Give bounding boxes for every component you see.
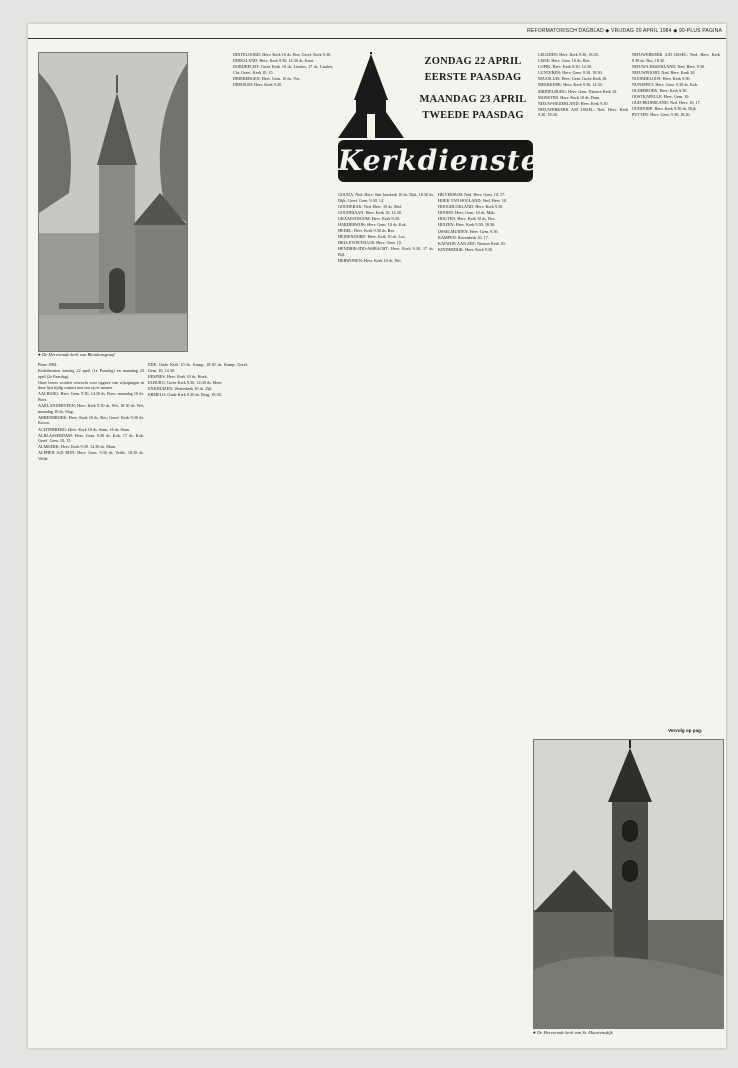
listing: PUTTEN: Herv. Gem. 9.30, 18.30. [632,112,691,118]
listing: ELBURG: Grote Kerk 9.30, 14.30 ds. Meer. [148,379,223,385]
heading-line-3: MAANDAG 23 APRIL [419,94,527,105]
listing: GOUDERAK: Ned. Herv. 10 ds. Mol. [338,203,403,209]
listing: DIRKSLAND: Herv. Kerk 9.30, 14.30 ds. Kant. [233,58,314,64]
listing: HEINENOORD: Herv. Kerk 10 ds. Los. [338,234,406,240]
column-3 [338,192,434,1032]
listing: ACHTERBERG: Herv. Kerk 10 ds. Stam, 16 ds. Stam. [38,426,131,432]
church-illustration-2 [534,740,723,1028]
listing: MAASLUIS: Herv. Gem. Grote Kerk 10. [538,76,608,82]
listing: IJSSELMUIDEN: Herv. Gem. 9.30. [438,228,499,234]
listing: NIEUWPOORT: Ned. Herv. Kerk 10. [632,69,696,75]
listing: ERMELO: Oude Kerk 9.30 ds. Berg, 18.30. [148,391,222,397]
listing: OOSTKAPELLE: Herv. Gem. 10. [632,94,690,100]
listing: DINTELOORD: Herv. Kerk 10 ds. Bos; Geref. Kerk 9.30. [233,52,331,57]
listing: GOUDRIAAN: Herv. Kerk 10, 14.30. [338,209,402,215]
kerkdiensten-logo: Kerkdiensten [338,140,533,182]
column-5 [538,52,628,752]
listing: ENKHUIZEN: Westerkerk 10 ds. Zijl. [148,385,213,391]
listing: DRIESUM: Herv. Kerk 9.30. [233,81,283,87]
listing: LISSE: Herv. Gem. 10 ds. Bos. [538,58,591,64]
listing: LEUSDEN: Herv. Kerk 9.30, 18.30. [538,52,599,57]
listing: NIEUW-LEKKERLAND: Ned. Herv. 9.30. [632,63,706,69]
listing: HENDRIK-IDO-AMBACHT: Herv. Kerk 9.30, 17 ds. Bijl. [338,246,434,257]
listing: HOOGBLOKLAND: Herv. Kerk 9.30. [438,204,504,210]
church-illustration-1 [39,53,187,351]
photo-caption-1: ● De Hervormde kerk van Bleiskensgraaf [38,352,115,357]
column-4 [438,192,534,1032]
listing: MONSTER: Herv. Kerk 10 ds. Dam. [538,94,601,100]
listing: HILVERSUM: Ned. Herv. Gem. 10, 17. [438,192,506,197]
listing: OUDDORP: Herv. Kerk 9.30 ds. Dijk. [632,106,697,112]
heading-line-2: EERSTE PAASDAG [424,72,522,83]
listing: HOUTEN: Herv. Kerk 10 ds. Ros. [438,216,496,222]
listing: DRIEBERGEN: Herv. Gem. 10 ds. Vos. [233,75,301,81]
listing: OUD-BEIJERLAND: Ned. Herv. 10, 17. [632,100,701,106]
running-title: REFORMATORISCH DAGBLAD ◆ VRIJDAG 20 APRIL 1984 ◆ 90-PLUS PAGINA [527,28,722,34]
listing: ALPHEN A/D RIJN: Herv. Gem. 9.30 ds. Velde, 18.30 ds. Velde. [38,450,144,461]
listing: AALBURG: Herv. Gem. 9.30, 14.30 ds. Boer; maandag 10 ds. Boer. [38,391,144,403]
listing: NIEUW-BEIJERLAND: Herv. Kerk 9.30. [538,100,609,106]
listing: OLDEBROEK: Herv. Kerk 9.30. [632,88,688,94]
listing: LOPIK: Herv. Kerk 9.30, 14.30. [538,64,593,70]
column-1 [38,362,144,1032]
listing: MIDDELBURG: Herv. Gem. Nieuwe Kerk 10. [538,88,618,94]
column-2 [233,52,333,1032]
running-header [28,24,726,39]
heading-line-1: ZONDAG 22 APRIL [424,56,522,67]
listing: HERWIJNEN: Herv. Kerk 10 ds. Wit. [338,258,402,264]
listing: Onze lezers worden verzocht voor opgave van wijzigingen in deze lijst tijdig contact met ons op te nemen. [38,379,144,391]
church-photo-bleiskensgraaf [38,52,188,352]
listing: KATWIJK AAN ZEE: Nieuwe Kerk 10. [438,240,506,246]
listing: NIEUWERKERK A/D IJSSEL: Ned. Herv. Kerk 9.30, 18.30. [538,106,628,118]
listing: ALBLASSERDAM: Herv. Gem. 9.30 ds. Kok, 17 ds. Kok; Geref. Gem. 10, 15. [38,432,144,444]
heading-line-4: TWEEDE PAASDAG [422,110,524,121]
kerkdiensten-heading [328,52,561,186]
listing: ABBENBROEK: Herv. Kerk 10 ds. Bos; Geref. Kerk 9.30 ds. Kroon. [38,414,144,426]
listing: KINDERDIJK: Herv. Kerk 9.30. [438,246,494,252]
listing: EDE: Oude Kerk 10 ds. Kamp, 18.30 ds. Kamp; Geref. Gem. 10, 14.30. [148,362,248,373]
listing: GOUDA: Ned. Herv. Sint Janskerk 10 ds. Dijk, 18.30 ds. Dijk; Geref. Gem. 9.30, 14. [338,192,434,203]
listing: EEMNES: Herv. Kerk 10 ds. Hoek. [148,373,208,379]
listing: GRAAFSTROOM: Herv. Kerk 9.30. [338,215,400,221]
listing: ALMKERK: Herv. Kerk 9.30, 14.30 ds. Maas. [38,444,117,450]
continued-note: Vervolg op pag. [668,728,703,733]
listing: HARDERWIJK: Herv. Gem. 10 ds. Kok. [338,221,407,227]
listing: HELLEVOETSLUIS: Herv. Gem. 10. [338,240,402,246]
listing: Pinse 1984. [38,362,58,367]
church-photo-st-maartensdijk [533,739,724,1029]
listing: Kerkdiensten zondag 22 april (1e Paasdag) en maandag 23 april (2e Paasdag). [38,368,144,379]
listing: NOORDELOOS: Herv. Kerk 9.30. [632,75,691,81]
listing: KAMPEN: Bovenkerk 10, 17. [438,234,489,240]
listing: NIEUWERKERK A/D IJSSEL: Ned. Herv. Kerk 9.30 ds. Bos, 18.30. [632,52,720,63]
listing: AARLANDERVEEN: Herv. Kerk 9.30 ds. Wit, 18.30 ds. Wit; maandag 10 ds. Slag. [38,403,144,414]
column-6 [632,52,720,742]
photo-caption-2: ● De Hervormde kerk van St. Maartensdijk [533,1030,613,1035]
listing: MEERKERK: Herv. Kerk 9.30, 14.30. [538,82,603,88]
listing: LUNTEREN: Herv. Gem. 9.30, 18.30. [538,70,603,76]
listing: NUNSPEET: Herv. Gem. 9.30 ds. Kok. [632,81,699,87]
listing: HEDEL: Herv. Kerk 9.30 ds. Ree. [338,228,396,234]
newspaper-page [28,24,726,1048]
listing: HOEK VAN HOLLAND: Ned. Herv. 10. [438,198,508,204]
listing: HUIZEN: Herv. Kerk 9.30, 18.30. [438,222,496,228]
listing: DORDRECHT: Grote Kerk 10 ds. Linden, 17 ds. Linden; Chr. Geref. Kerk 10, 15. [233,64,333,75]
listing: HOORN: Herv. Gem. 10 ds. Mak. [438,210,496,216]
church-logo-icon [336,52,406,142]
